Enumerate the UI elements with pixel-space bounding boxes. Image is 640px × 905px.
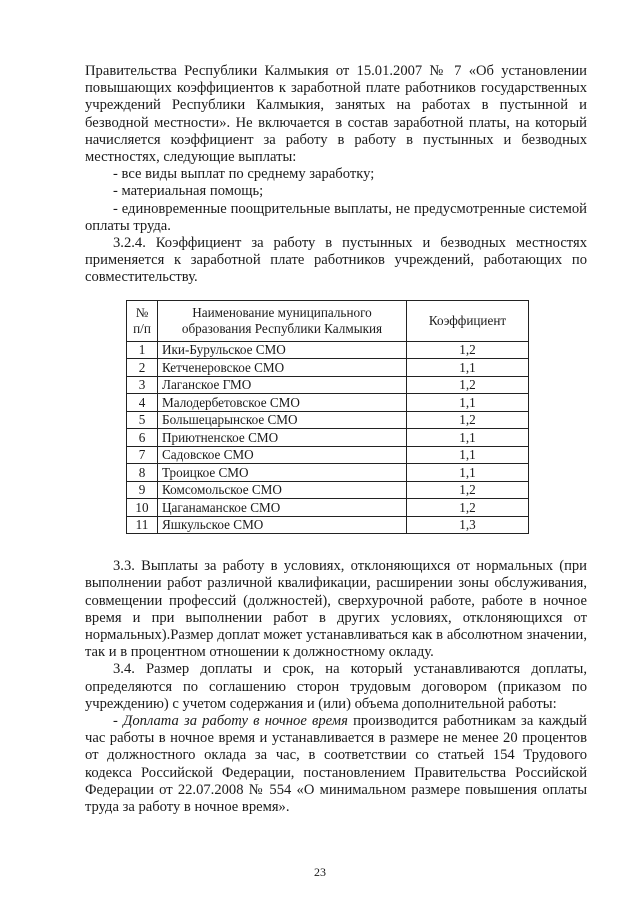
row-coefficient: 1,1	[407, 446, 529, 464]
table-row	[127, 359, 529, 377]
table-row	[127, 446, 529, 464]
row-number: 7	[127, 446, 158, 464]
paragraph-intro: Правительства Республики Калмыкия от 15.01.2007 № 7 «Об установлении повышающих коэффициентов к заработной плате работников государственных учреждений Республики Калмыкия, занятых на работах в пустынной и безводной местности». Не включается в состав заработной платы, на который начисляется коэффициент за работу в работу в пустынных и безводных местностях, следующие выплаты:	[85, 63, 587, 166]
row-number: 6	[127, 429, 158, 447]
table-row	[127, 481, 529, 499]
row-number: 5	[127, 411, 158, 429]
table-header-row	[127, 300, 529, 341]
row-coefficient: 1,3	[407, 516, 529, 534]
row-municipality: Малодербетовское СМО	[158, 394, 407, 412]
row-municipality: Комсомольское СМО	[158, 481, 407, 499]
row-coefficient: 1,1	[407, 394, 529, 412]
document-page	[85, 63, 587, 816]
row-municipality: Приютненское СМО	[158, 429, 407, 447]
table-row	[127, 411, 529, 429]
row-municipality: Троицкое СМО	[158, 464, 407, 482]
row-municipality: Цаганаманское СМО	[158, 499, 407, 517]
row-municipality: Лаганское ГМО	[158, 376, 407, 394]
header-number: № п/п	[127, 300, 158, 341]
row-number: 4	[127, 394, 158, 412]
row-number: 1	[127, 341, 158, 359]
coefficient-table	[126, 300, 529, 535]
page-number: 23	[314, 865, 326, 879]
row-coefficient: 1,2	[407, 499, 529, 517]
row-coefficient: 1,1	[407, 359, 529, 377]
table-row	[127, 376, 529, 394]
row-coefficient: 1,1	[407, 429, 529, 447]
row-number: 10	[127, 499, 158, 517]
list-item: - единовременные поощрительные выплаты, не предусмотренные системой оплаты труда.	[85, 200, 587, 234]
row-number: 8	[127, 464, 158, 482]
header-municipality: Наименование муниципального образования Республики Калмыкия	[158, 300, 407, 341]
paragraph-3-4: 3.4. Размер доплаты и срок, на который устанавливаются доплаты, определяются по соглашению сторон трудовым договором (приказом по учреждению) с учетом содержания и (или) объема дополнительной работы:	[85, 661, 587, 712]
row-municipality: Кетченеровское СМО	[158, 359, 407, 377]
row-number: 11	[127, 516, 158, 534]
table-row	[127, 341, 529, 359]
row-number: 2	[127, 359, 158, 377]
row-number: 9	[127, 481, 158, 499]
table-body	[127, 341, 529, 534]
row-coefficient: 1,2	[407, 411, 529, 429]
row-coefficient: 1,1	[407, 464, 529, 482]
night-work-heading: - Доплата за работу в ночное время	[113, 712, 348, 729]
night-work-text: производится работникам за каждый час работы в ночное время и устанавливается в размере не менее 20 процентов от должностного оклада за час, в соответствии со статьей 154 Трудового кодекса Российской Федерации, постановлением Правительства Российской Федерации от 22.07.2008 № 554 «О минимальном размере повышения оплаты труда за работу в ночное время».	[85, 712, 587, 815]
list-item: - материальная помощь;	[113, 183, 264, 200]
table-row	[127, 499, 529, 517]
table-row	[127, 429, 529, 447]
row-municipality: Ики-Бурульское СМО	[158, 341, 407, 359]
row-coefficient: 1,2	[407, 341, 529, 359]
paragraph-3-2-4: 3.2.4. Коэффициент за работу в пустынных и безводных местностях применяется к заработной плате работников учреждений, работающих по совместительству.	[85, 235, 587, 286]
header-coefficient: Коэффициент	[407, 300, 529, 341]
paragraph-night-work	[85, 713, 587, 816]
row-municipality: Яшкульское СМО	[158, 516, 407, 534]
row-coefficient: 1,2	[407, 481, 529, 499]
row-municipality: Большецарынское СМО	[158, 411, 407, 429]
table-row	[127, 516, 529, 534]
row-coefficient: 1,2	[407, 376, 529, 394]
row-municipality: Садовское СМО	[158, 446, 407, 464]
section-3-3	[85, 558, 587, 816]
table-row	[127, 464, 529, 482]
list-item: - все виды выплат по среднему заработку;	[113, 166, 375, 183]
row-number: 3	[127, 376, 158, 394]
table-row	[127, 394, 529, 412]
paragraph-3-3: 3.3. Выплаты за работу в условиях, отклоняющихся от нормальных (при выполнении работ различной квалификации, расширении зоны обслуживания, совмещении профессий (должностей), сверхурочной работе, работе в ночное время и при выполнении работ в других условиях, отклоняющихся от нормальных).Размер доплат может устанавливаться как в абсолютном значении, так и в процентном отношении к должностному окладу.	[85, 558, 587, 661]
